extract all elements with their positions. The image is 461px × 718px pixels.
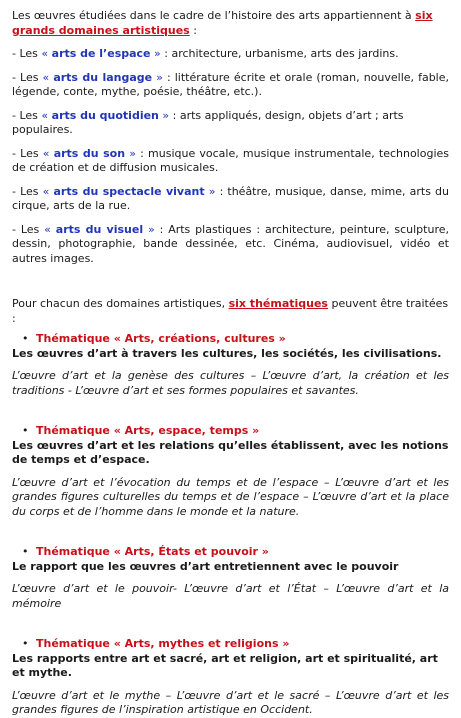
- bullet-dot-icon: •: [22, 424, 29, 437]
- domain-prefix: - Les: [12, 184, 43, 198]
- themes-intro-paragraph: [12, 297, 449, 326]
- quote-open: «: [42, 70, 54, 84]
- themes-intro-highlight: six thématiques: [228, 297, 328, 310]
- quote-open: «: [42, 146, 54, 160]
- spacer: [12, 611, 449, 637]
- quote-close: »: [152, 70, 163, 84]
- quote-open: «: [44, 222, 56, 236]
- themes-intro-text: Pour chacun des domaines artistiques,: [12, 297, 229, 310]
- intro-paragraph: [12, 9, 449, 38]
- quote-close: »: [158, 108, 170, 122]
- bullet-dot-icon: •: [22, 637, 29, 650]
- quote-open: «: [41, 47, 52, 60]
- domain-keyword: arts du son: [53, 146, 126, 160]
- quote-close: »: [150, 47, 161, 60]
- theme-title: Thématique « Arts, États et pouvoir »: [36, 545, 269, 558]
- domain-description: : Arts plastiques : architecture, peinture, sculpture, dessin, photographie, bande dessinée, etc. Cinéma, audiovisuel, vidéo et autres images.: [12, 222, 449, 265]
- theme-subtitle: Les rapports entre art et sacré, art et religion, art et spiritualité, art et mythe.: [12, 651, 438, 679]
- domain-prefix: - Les: [12, 70, 43, 84]
- theme-examples: L’œuvre d’art et la genèse des cultures – L’œuvre d’art, la création et les traditions - L’œuvre d’art et ses formes populaires et savantes.: [12, 369, 449, 397]
- spacer: [12, 519, 449, 545]
- quote-close: »: [125, 146, 136, 160]
- domain-keyword: arts de l’espace: [51, 47, 151, 60]
- theme-bullet: [12, 332, 449, 347]
- domain-item: [12, 109, 449, 138]
- domain-description: : musique vocale, musique instrumentale, technologies de création et de diffusion musicales.: [12, 146, 450, 174]
- theme-title: Thématique « Arts, espace, temps »: [36, 424, 260, 437]
- theme-title: Thématique « Arts, mythes et religions »: [36, 637, 290, 650]
- domain-prefix: - Les: [12, 47, 42, 60]
- domain-item: [12, 47, 449, 62]
- domain-item: [12, 185, 449, 214]
- theme-block: [12, 424, 449, 519]
- theme-bullet: [12, 637, 449, 652]
- quote-open: «: [42, 184, 54, 198]
- domain-item: [12, 71, 449, 100]
- domain-description: : théâtre, musique, danse, mime, arts du cirque, arts de la rue.: [12, 184, 449, 212]
- domain-description: : arts appliqués, design, objets d’art ; arts populaires.: [12, 108, 404, 136]
- domain-prefix: - Les: [12, 108, 42, 122]
- theme-block: [12, 545, 449, 611]
- theme-subtitle: Les œuvres d’art et les relations qu’elles établissent, avec les notions de temps et d’espace.: [12, 438, 449, 466]
- domain-description: : littérature écrite et orale (roman, nouvelle, fable, légende, conte, mythe, poésie, théâtre, etc.).: [12, 70, 449, 98]
- bullet-dot-icon: •: [22, 545, 29, 558]
- domain-item: [12, 223, 449, 267]
- domain-description: : architecture, urbanisme, arts des jardins.: [160, 47, 399, 60]
- domain-keyword: arts du spectacle vivant: [53, 184, 205, 198]
- themes-intro-text-end: peuvent être traitées :: [12, 297, 449, 325]
- quote-close: »: [143, 222, 155, 236]
- theme-examples: L’œuvre d’art et le mythe – L’œuvre d’art et le sacré – L’œuvre d’art et les grandes figures de l’inspiration artistique en Occident.: [12, 688, 449, 716]
- domain-prefix: - Les: [12, 146, 43, 160]
- domain-keyword: arts du visuel: [55, 222, 144, 236]
- theme-examples: L’œuvre d’art et le pouvoir- L’œuvre d’art et l’État – L’œuvre d’art et la mémoire: [12, 582, 449, 610]
- intro-highlight: six grands domaines artistiques: [12, 9, 433, 37]
- domain-keyword: arts du langage: [53, 70, 153, 84]
- domain-prefix: - Les: [12, 222, 45, 236]
- theme-block: [12, 637, 449, 718]
- theme-bullet: [12, 424, 449, 439]
- theme-examples: L’œuvre d’art et l’évocation du temps et de l’espace – L’œuvre d’art et les grandes figures culturelles du temps et de l’espace – L’œuvre d’art et la place du corps et de l’homme dans le monde et la nature.: [12, 475, 449, 518]
- theme-block: [12, 332, 449, 398]
- bullet-dot-icon: •: [22, 332, 29, 345]
- theme-bullet: [12, 545, 449, 560]
- intro-text: Les œuvres étudiées dans le cadre de l’histoire des arts appartiennent à: [12, 9, 416, 22]
- intro-text-end: :: [189, 23, 197, 37]
- domain-item: [12, 147, 449, 176]
- theme-subtitle: Les œuvres d’art à travers les cultures, les sociétés, les civilisations.: [12, 346, 442, 360]
- domain-keyword: arts du quotidien: [51, 108, 159, 122]
- theme-subtitle: Le rapport que les œuvres d’art entretiennent avec le pouvoir: [12, 559, 399, 573]
- spacer: [12, 275, 449, 297]
- spacer: [12, 398, 449, 424]
- theme-title: Thématique « Arts, créations, cultures »: [36, 332, 286, 345]
- quote-open: «: [41, 108, 52, 122]
- quote-close: »: [204, 184, 216, 198]
